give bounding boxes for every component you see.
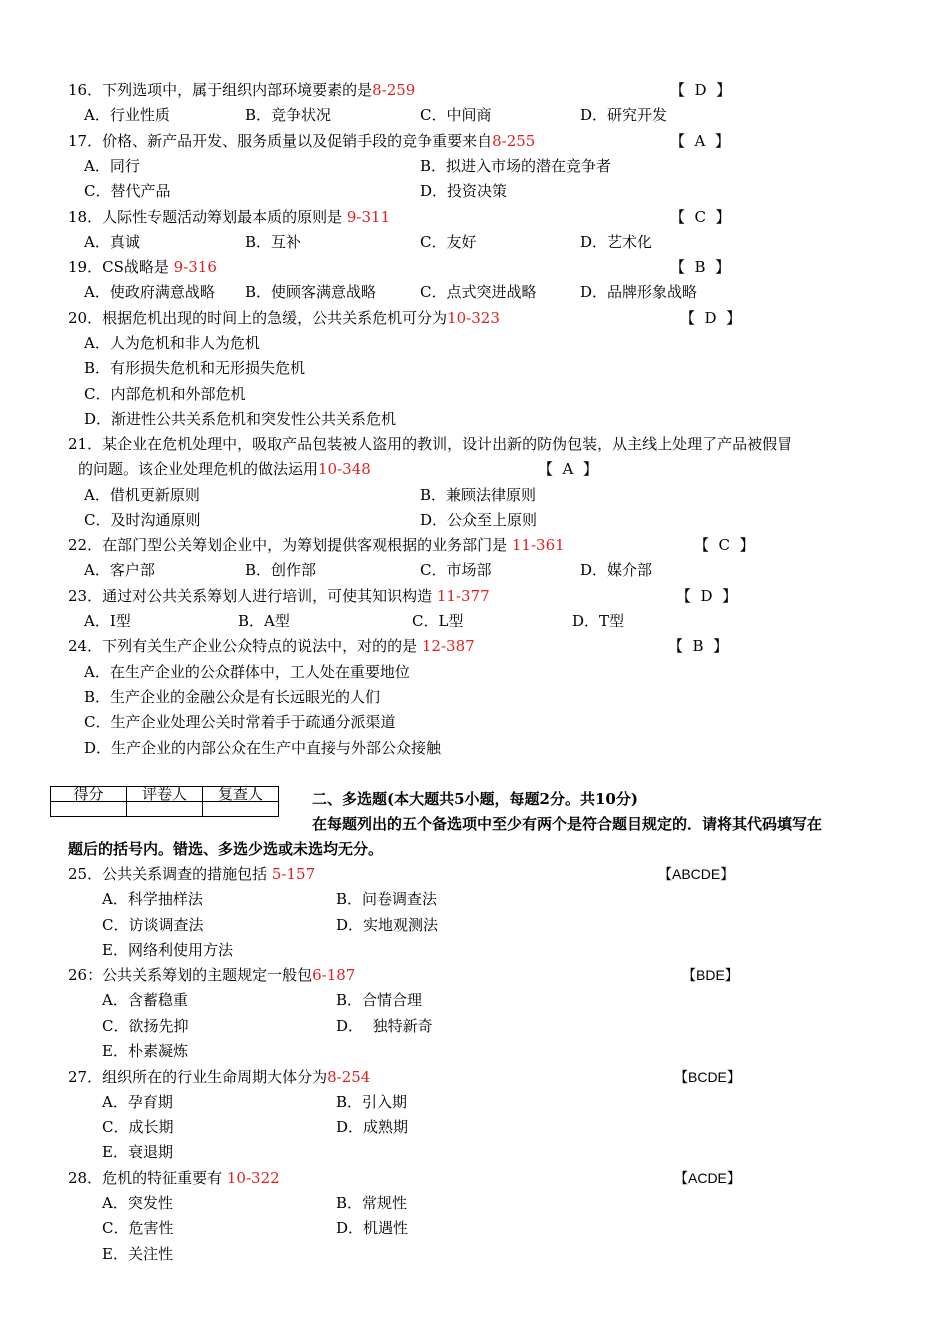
page-reference: 8-255: [492, 132, 536, 150]
option: C．点式突进战略: [420, 283, 537, 301]
option: C．生产企业处理公关时常着手于疏通分派渠道: [84, 713, 396, 731]
option: B．拟进入市场的潜在竞争者: [420, 157, 612, 175]
option: B．A型: [238, 612, 290, 630]
page-reference: 9-311: [346, 208, 391, 226]
page-reference: 5-157: [271, 865, 316, 883]
question-text: 价格、新产品开发、服务质量以及促销手段的竞争重要来自: [102, 132, 493, 150]
question-text: 人际性专题活动筹划最本质的原则是: [102, 208, 343, 226]
page-reference: 8-254: [327, 1068, 371, 1086]
answer-20: 【 D 】: [680, 309, 742, 327]
score-header: 得分: [51, 787, 127, 802]
option: C．替代产品: [84, 182, 171, 200]
section-title: 二、多选题(本大题共5小题，每题2分。共10分): [312, 790, 638, 808]
answer-22: 【 C 】: [694, 536, 755, 554]
question-number: 19．: [68, 258, 103, 276]
option: A．真诚: [84, 233, 140, 251]
question-16: [68, 80, 415, 100]
question-19: [68, 257, 217, 277]
option: C．访谈调查法: [102, 916, 204, 934]
option: A．孕育期: [102, 1093, 173, 1111]
page-reference: 11-361: [511, 536, 565, 554]
page-reference: 10-348: [318, 460, 371, 478]
option: E．关注性: [102, 1245, 173, 1263]
page-reference: 9-316: [173, 258, 217, 276]
question-number: 25．: [68, 865, 103, 883]
option: B．有形损失危机和无形损失危机: [84, 359, 306, 377]
option: C．成长期: [102, 1118, 174, 1136]
page-reference: 12-387: [421, 637, 475, 655]
option: B．兼顾法律原则: [420, 486, 537, 504]
option: B．生产企业的金融公众是有长远眼光的人们: [84, 688, 381, 706]
answer-18: 【 C 】: [670, 208, 731, 226]
answer-26: 【BDE】: [682, 967, 739, 983]
page-reference: 10-322: [226, 1169, 280, 1187]
question-25: [68, 864, 315, 884]
option: A．人为危机和非人为危机: [84, 334, 260, 352]
option: B．合情合理: [336, 991, 423, 1009]
option: B．互补: [245, 233, 302, 251]
option: C．友好: [420, 233, 477, 251]
option: A．行业性质: [84, 106, 170, 124]
grader-header: 评卷人: [127, 787, 203, 802]
page-reference: 11-377: [436, 587, 490, 605]
page-reference: 6-187: [312, 966, 356, 984]
answer-28: 【ACDE】: [674, 1170, 741, 1186]
answer-25: 【ABCDE】: [658, 866, 735, 882]
option: A．在生产企业的公众群体中，工人处在重要地位: [84, 663, 410, 681]
option: D．研究开发: [580, 106, 668, 124]
option: D．投资决策: [420, 182, 508, 200]
page-reference: 8-259: [372, 81, 416, 99]
question-26: [68, 965, 355, 985]
question-28: [68, 1168, 280, 1188]
reviewer-header: 复查人: [203, 787, 279, 802]
question-number: 20．: [68, 309, 103, 327]
option: D．公众至上原则: [420, 511, 538, 529]
option: D．机遇性: [336, 1219, 409, 1237]
option: E．网络利使用方法: [102, 941, 233, 959]
question-text: 某企业在危机处理中，吸取产品包装被人盗用的教训，设计出新的防伪包装，从主线上处理了产品被假冒: [102, 435, 793, 453]
question-27: [68, 1067, 370, 1087]
option: C．危害性: [102, 1219, 174, 1237]
grader-cell[interactable]: [127, 802, 203, 817]
option: D．生产企业的内部公众在生产中直接与外部公众接触: [84, 739, 442, 757]
question-17: [68, 131, 535, 151]
question-18: [68, 207, 390, 227]
question-21-continued: [78, 459, 371, 479]
question-number: 24．: [68, 637, 103, 655]
question-number: 16．: [68, 81, 103, 99]
option: D．成熟期: [336, 1118, 409, 1136]
section-instruction: 在每题列出的五个备选项中至少有两个是符合题目规定的．请将其代码填写在: [312, 815, 823, 833]
answer-17: 【 A 】: [670, 132, 730, 150]
option: D． 独特新奇: [336, 1017, 433, 1035]
question-text: 根据危机出现的时间上的急缓，公共关系危机可分为: [102, 309, 448, 327]
question-text: 的问题。该企业处理危机的做法运用: [78, 460, 319, 478]
question-text: 公共关系调查的措施包括: [102, 865, 268, 883]
answer-24: 【 B 】: [668, 637, 729, 655]
option: B．问卷调查法: [336, 890, 438, 908]
option: A．使政府满意战略: [84, 283, 215, 301]
page-reference: 10-323: [447, 309, 500, 327]
option: B．竞争状况: [245, 106, 332, 124]
option: D．媒介部: [580, 561, 653, 579]
question-text: 危机的特征重要有: [102, 1169, 223, 1187]
option: A．I型: [84, 612, 131, 630]
question-number: 21．: [68, 435, 103, 453]
question-22: [68, 535, 565, 555]
question-text: 在部门型公关筹划企业中，为筹划提供客观根据的业务部门是: [102, 536, 508, 554]
question-number: 18．: [68, 208, 103, 226]
score-table: [50, 786, 279, 817]
option: A．科学抽样法: [102, 890, 203, 908]
score-cell[interactable]: [51, 802, 127, 817]
option: D．艺术化: [580, 233, 653, 251]
option: C．市场部: [420, 561, 492, 579]
option: D．T型: [572, 612, 625, 630]
option: B．使顾客满意战略: [245, 283, 377, 301]
question-number: 23．: [68, 587, 103, 605]
question-number: 17．: [68, 132, 103, 150]
option: B．引入期: [336, 1093, 408, 1111]
answer-23: 【 D 】: [676, 587, 738, 605]
question-text: CS战略是: [102, 258, 169, 276]
question-21: [68, 434, 792, 454]
question-text: 下列有关生产企业公众特点的说法中，对的的是: [102, 637, 418, 655]
question-20: [68, 308, 500, 328]
reviewer-cell[interactable]: [203, 802, 279, 817]
option: A．突发性: [102, 1194, 173, 1212]
question-number: 28．: [68, 1169, 103, 1187]
section-instruction: 题后的括号内。错选、多选少选或未选均无分。: [68, 840, 384, 858]
question-text: 组织所在的行业生命周期大体分为: [102, 1068, 328, 1086]
option: A．借机更新原则: [84, 486, 200, 504]
option: E．朴素凝炼: [102, 1042, 188, 1060]
answer-19: 【 B 】: [670, 258, 731, 276]
option: C．L型: [412, 612, 464, 630]
option: C．内部危机和外部危机: [84, 385, 246, 403]
question-24: [68, 636, 475, 656]
option: C．中间商: [420, 106, 492, 124]
option: B．创作部: [245, 561, 317, 579]
option: A．同行: [84, 157, 140, 175]
question-number: 22．: [68, 536, 103, 554]
answer-27: 【BCDE】: [674, 1069, 741, 1085]
option: A．客户部: [84, 561, 155, 579]
option: A．含蓄稳重: [102, 991, 188, 1009]
question-text: 下列选项中，属于组织内部环境要素的是: [102, 81, 373, 99]
option: D．品牌形象战略: [580, 283, 698, 301]
answer-21: 【 A 】: [538, 460, 598, 478]
question-number: 27．: [68, 1068, 103, 1086]
question-text: 通过对公共关系筹划人进行培训，可使其知识构造: [102, 587, 433, 605]
answer-16: 【 D 】: [670, 81, 732, 99]
question-number: 26：: [68, 966, 103, 984]
option: B．常规性: [336, 1194, 408, 1212]
option: E．衰退期: [102, 1143, 173, 1161]
question-23: [68, 586, 490, 606]
question-text: 公共关系筹划的主题规定一般包: [102, 966, 313, 984]
option: D．实地观测法: [336, 916, 439, 934]
option: C．欲扬先抑: [102, 1017, 189, 1035]
option: C．及时沟通原则: [84, 511, 201, 529]
option: D．渐进性公共关系危机和突发性公共关系危机: [84, 410, 397, 428]
